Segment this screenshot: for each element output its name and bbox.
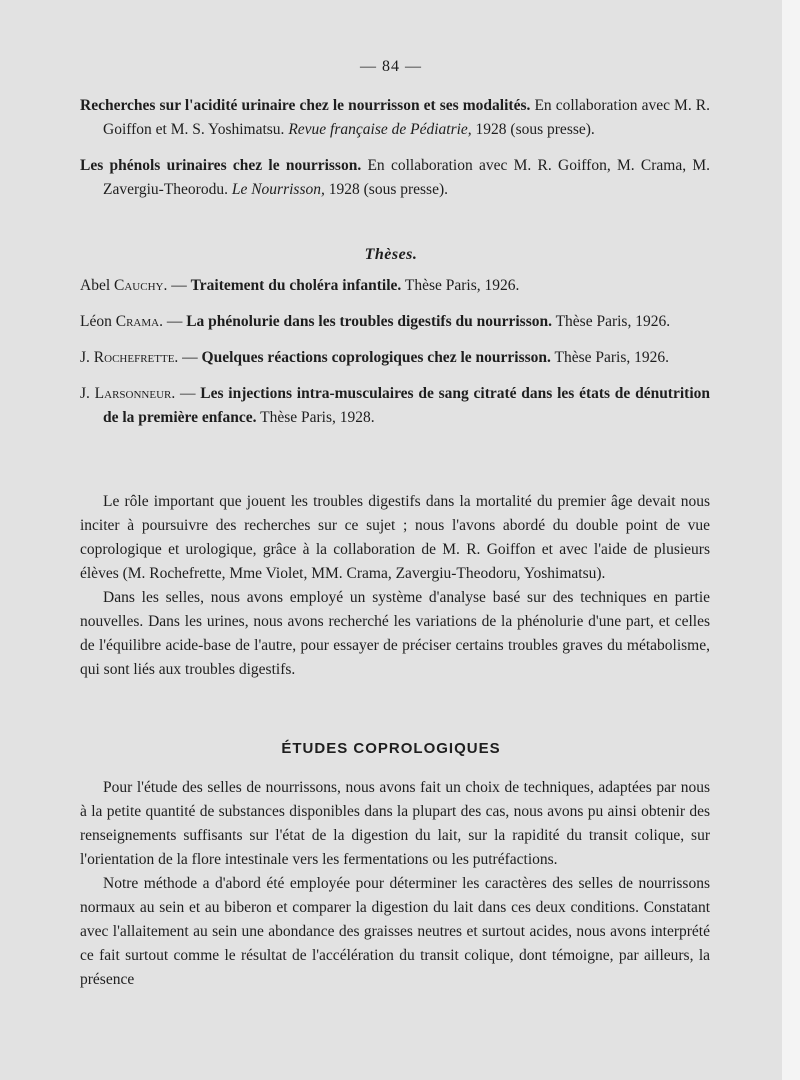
author-first: Léon xyxy=(80,313,116,330)
intro-paragraph-2: Dans les selles, nous avons employé un système d'analyse basé sur des techniques en partie nouvelles. Dans les urines, nous avons recherché les variations de la phénolurie d'une part, et celles de l'équilibre acide-base de l'autre, pour essayer de préciser certains troubles graves du métabolisme, qui sont liés aux troubles digestifs. xyxy=(80,589,710,678)
section-text xyxy=(80,776,710,992)
publication-details: En collaboration avec M. R. Goiffon et M. S. Yoshimatsu. xyxy=(103,97,710,138)
page-number: — 84 — xyxy=(360,58,422,75)
publication-title: Recherches sur l'acidité urinaire chez le nourrisson et ses modalités. xyxy=(80,97,531,114)
thesis-title: Traitement du choléra infantile. xyxy=(190,277,402,294)
thesis-title: Les injections intra-musculaires de sang citraté dans les états de dénutrition de la première enfance. xyxy=(103,385,710,426)
thesis-details: Thèse Paris, 1928. xyxy=(256,409,375,426)
publication-year: 1928 (sous presse). xyxy=(471,121,595,138)
author-last: Rochefrette xyxy=(93,349,175,366)
intro-paragraph-1: Le rôle important que jouent les troubles digestifs dans la mortalité du premier âge devait nous inciter à poursuivre des recherches sur ce sujet ; nous l'avons abordé du double point de vue coprologique et urologique, grâce à la collaboration de M. R. Goiffon et avec l'aide de plusieurs élèves (M. Rochefrette, Mme Violet, MM. Crama, Zavergiu-Theodoru, Yoshimatsu). xyxy=(80,493,710,582)
thesis-details: Thèse Paris, 1926. xyxy=(551,313,671,330)
section-paragraph-1: Pour l'étude des selles de nourrissons, nous avons fait un choix de techniques, adaptées par nous à la petite quantité de substances disponibles dans la plupart des cas, nous avons pu ainsi obtenir des renseignements suffisants sur l'état de la digestion du lait, sur la rapidité du transit colique, sur l'orientation de la flore intestinale vers les fermentations ou les putréfactions. xyxy=(80,779,710,868)
author-first: J. xyxy=(80,385,95,402)
author-first: J. xyxy=(80,349,94,366)
author-first: Abel xyxy=(80,277,115,294)
theses-heading: Thèses. xyxy=(364,246,418,263)
publication-details: En collaboration avec M. R. Goiffon, M. Crama, M. Zavergiu-Theorodu. xyxy=(103,157,710,198)
publication-journal: Le Nourrisson, xyxy=(231,181,325,198)
section-heading: ÉTUDES COPROLOGIQUES xyxy=(281,740,501,757)
thesis-title: La phénolurie dans les troubles digestifs du nourrisson. xyxy=(186,313,552,330)
publication-title: Les phénols urinaires chez le nourrisson. xyxy=(80,157,362,174)
author-last: Crama xyxy=(115,313,160,330)
author-last: Larsonneur xyxy=(94,385,172,402)
publication-entry-1 xyxy=(80,94,710,142)
thesis-details: Thèse Paris, 1926. xyxy=(401,277,520,294)
publication-journal: Revue française de Pédiatrie, xyxy=(288,121,472,138)
page-edge xyxy=(782,0,800,1080)
author-last: Cauchy xyxy=(114,277,164,294)
thesis-entry-3 xyxy=(80,346,710,370)
intro-text xyxy=(80,490,710,682)
thesis-title: Quelques réactions coprologiques chez le nourrisson. xyxy=(201,349,551,366)
separator: . — xyxy=(163,277,191,294)
publication-year: 1928 (sous presse). xyxy=(324,181,448,198)
separator: . — xyxy=(174,349,202,366)
thesis-entry-1 xyxy=(80,274,710,298)
thesis-entry-2 xyxy=(80,310,710,334)
thesis-entry-4 xyxy=(80,382,710,430)
theses-list xyxy=(80,274,710,430)
separator: . — xyxy=(159,313,187,330)
separator: . — xyxy=(171,385,201,402)
publication-entry-2 xyxy=(80,154,710,202)
thesis-details: Thèse Paris, 1926. xyxy=(550,349,669,366)
publication-list xyxy=(80,94,710,202)
section-paragraph-2: Notre méthode a d'abord été employée pour déterminer les caractères des selles de nourrissons normaux au sein et au biberon et comparer la digestion du lait dans ces deux conditions. Constatant avec l'allaitement au sein une abondance des graisses neutres et surtout acides, nous avons interprété ce fait surtout comme le résultat de l'accélération du transit colique, dont témoigne, par ailleurs, la présence xyxy=(80,875,710,988)
